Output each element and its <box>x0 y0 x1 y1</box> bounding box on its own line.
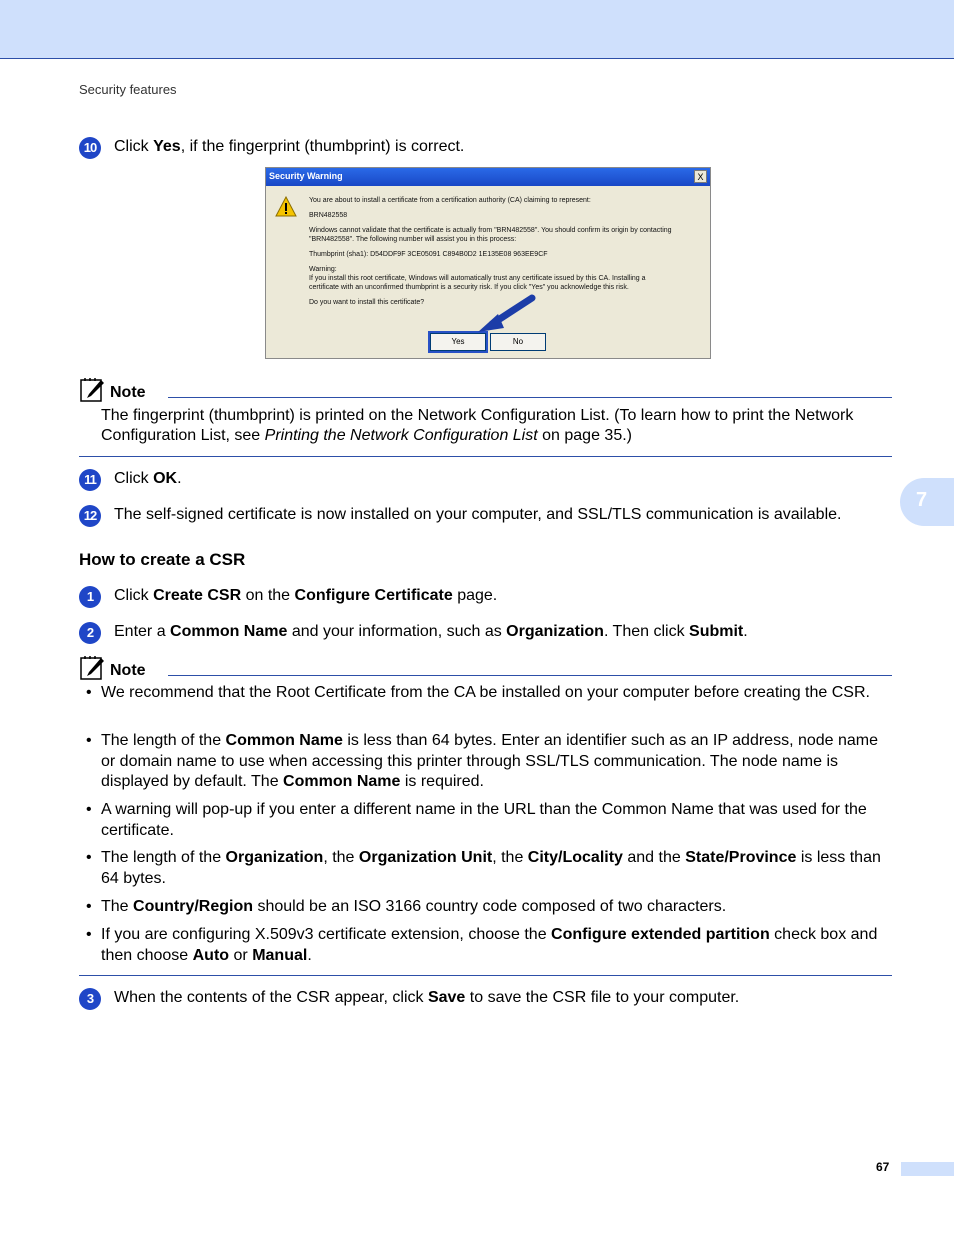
bullet-text: We recommend that the Root Certificate from the CA be installed on your computer before creating the CSR. <box>101 684 870 701</box>
dialog-title: Security Warning <box>269 171 343 181</box>
bullet-text: A warning will pop-up if you enter a different name in the URL than the Common Name that was used for the certificate. <box>101 801 867 839</box>
note-pencil-icon <box>79 655 105 681</box>
yes-button[interactable]: Yes <box>430 333 486 351</box>
dialog-message <box>309 196 672 307</box>
close-icon[interactable]: X <box>694 170 707 183</box>
dialog-line: Windows cannot validate that the certificate is actually from "BRN482558". You should confirm its origin by contacting <box>309 227 672 234</box>
step-number-badge: 1 <box>79 586 101 608</box>
dialog-line: "BRN482558". The following number will assist you in this process: <box>309 236 517 243</box>
bullet-text: The length of the Common Name is less than 64 bytes. Enter an identifier such as an IP address, node name or domain name to use when accessing this printer through SSL/TLS communication. The node name is displayed by default. The Common Name is required. <box>101 732 879 790</box>
dialog-line: Do you want to install this certificate? <box>309 299 425 306</box>
dialog-line: Warning: <box>309 266 337 273</box>
step-text: The self-signed certificate is now installed on your computer, and SSL/TLS communication is available. <box>114 506 842 523</box>
note-rule <box>168 397 892 398</box>
note-end-rule <box>79 975 892 976</box>
chapter-number: 7 <box>916 489 928 511</box>
page-number-bar <box>901 1162 954 1176</box>
no-button[interactable]: No <box>490 333 546 351</box>
bullet-text: The length of the Organization, the Organization Unit, the City/Locality and the State/Province is less than 64 bytes. <box>101 849 881 887</box>
step-number-badge: 10 <box>79 137 101 159</box>
note-heading <box>79 377 892 403</box>
dialog-line: Thumbprint (sha1): D54DDF9F 3CE05091 C894B0D2 1E135E08 963EE9CF <box>309 251 548 258</box>
bullet-text: The Country/Region should be an ISO 3166 country code composed of two characters. <box>101 898 727 915</box>
note-pencil-icon <box>79 377 105 403</box>
note-text: The fingerprint (thumbprint) is printed on the Network Configuration List. (To learn how to print the Network Configuration List, see Printing the Network Configuration List on page 35.) <box>101 407 854 444</box>
note-end-rule <box>79 456 892 457</box>
warning-icon <box>275 196 297 218</box>
step-number-badge: 3 <box>79 988 101 1010</box>
note-rule <box>168 675 892 676</box>
dialog-line: BRN482558 <box>309 212 348 219</box>
step-text: Click Create CSR on the Configure Certificate page. <box>114 587 498 604</box>
step-text: When the contents of the CSR appear, click Save to save the CSR file to your computer. <box>114 989 740 1006</box>
step-text: Click Yes, if the fingerprint (thumbprint) is correct. <box>114 138 465 155</box>
bullet-text: If you are configuring X.509v3 certificate extension, choose the Configure extended partition check box and then choose Auto or Manual. <box>101 926 878 964</box>
dialog-line: If you install this root certificate, Windows will automatically trust any certificate issued by this CA. Installing a <box>309 275 646 282</box>
step-number-badge: 11 <box>79 469 101 491</box>
dialog-line: certificate with an unconfirmed thumbprint is a security risk. If you click "Yes" you acknowledge this risk. <box>309 284 629 291</box>
pointer-arrow-icon <box>476 294 536 334</box>
dialog-line: You are about to install a certificate from a certification authority (CA) claiming to represent: <box>309 197 591 204</box>
header-band <box>0 0 954 59</box>
page-number: 67 <box>876 1160 890 1174</box>
step-text: Click OK. <box>114 470 182 487</box>
security-warning-dialog <box>265 167 711 359</box>
note-label: Note <box>110 662 146 679</box>
note-heading <box>79 655 892 681</box>
step-number-badge: 12 <box>79 505 101 527</box>
step-number-badge: 2 <box>79 622 101 644</box>
note-label: Note <box>110 384 146 401</box>
chapter-tab <box>900 478 954 526</box>
section-heading: How to create a CSR <box>79 550 246 569</box>
step-text: Enter a Common Name and your information, such as Organization. Then click Submit. <box>114 623 748 640</box>
dialog-title-bar <box>266 168 710 186</box>
running-header: Security features <box>79 82 177 97</box>
